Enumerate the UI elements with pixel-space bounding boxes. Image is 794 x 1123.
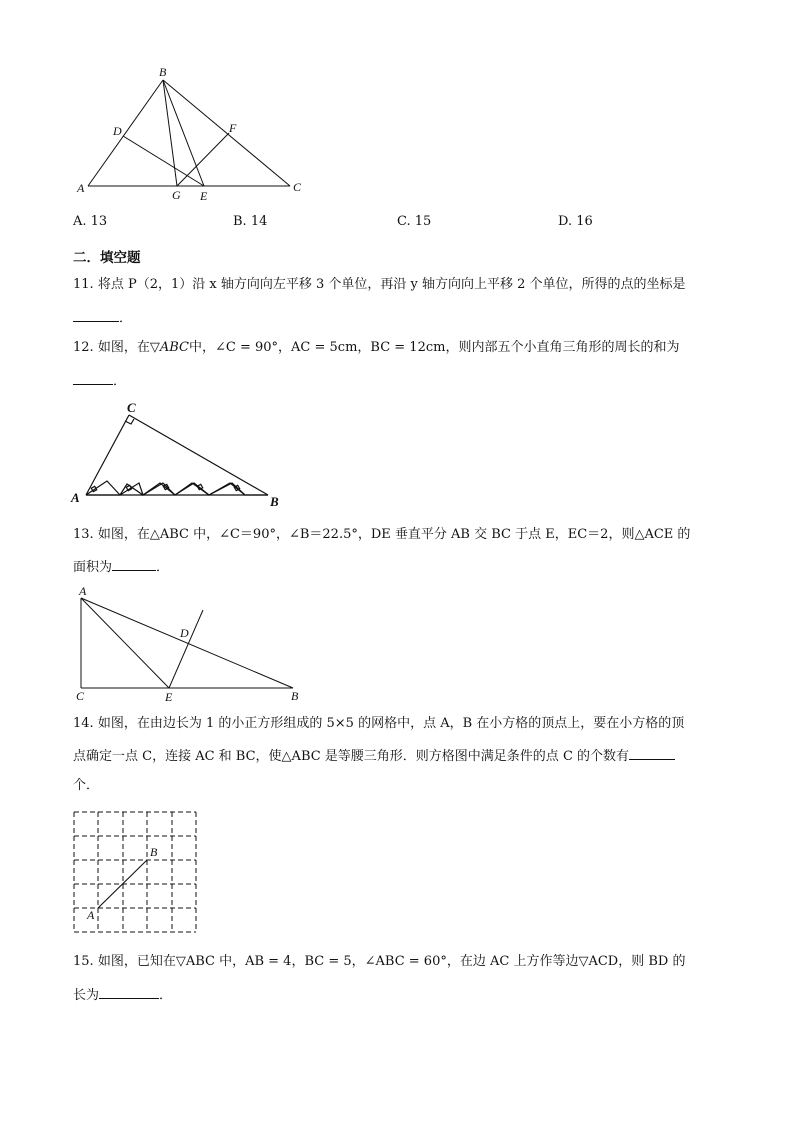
q11-end: ． bbox=[119, 311, 133, 326]
q13-text: 如图，在△ABC 中，∠C＝90°，∠B＝22.5°，DE 垂直平分 AB 交 BC 于点 E，EC＝2，则△ACE 的 bbox=[97, 527, 691, 542]
q14-number: 14. bbox=[73, 716, 94, 731]
q14-text-c: 个． bbox=[73, 778, 100, 793]
fig12-label-A: A bbox=[71, 490, 80, 505]
q15-line1 bbox=[73, 955, 685, 968]
q12-triangle: ▽ABC bbox=[149, 340, 189, 355]
fig10-label-F: F bbox=[229, 121, 237, 135]
fig10-label-A: A bbox=[77, 181, 85, 195]
q12-end: ． bbox=[113, 374, 127, 389]
fig12-label-C: C bbox=[127, 400, 136, 415]
fig13-label-D: D bbox=[180, 626, 189, 640]
fig14-label-B: B bbox=[150, 845, 158, 859]
fig13-label-A: A bbox=[79, 584, 87, 598]
q10-option-c: C. 15 bbox=[397, 214, 432, 229]
q14-text-b: 点确定一点 C，连接 AC 和 BC，使△ABC 是等腰三角形．则方格图中满足条件的点 C 的个数有 bbox=[73, 749, 630, 764]
fig12-label-B: B bbox=[270, 494, 279, 509]
q13-end: ． bbox=[156, 560, 170, 575]
q15-line2 bbox=[73, 987, 172, 1002]
q15-end: ． bbox=[159, 988, 173, 1003]
q10-option-a: A. 13 bbox=[73, 214, 108, 229]
q14-text: 如图，在由边长为 1 的小正方形组成的 5×5 的网格中，点 A，B 在小方格的顶点上，要在小方格的顶 bbox=[97, 716, 685, 731]
q10-option-d: D. 16 bbox=[558, 214, 593, 229]
q15-text-b: 长为 bbox=[73, 988, 100, 1003]
q15-text: 如图，已知在▽ABC 中，AB = 4，BC = 5，∠ABC = 60°，在边 AC 上方作等边▽ACD，则 BD 的 bbox=[97, 954, 686, 969]
fig10-label-B: B bbox=[159, 65, 167, 79]
fig10-label-D: D bbox=[113, 124, 122, 138]
q15-answer-blank[interactable] bbox=[99, 987, 159, 999]
q11-text: 将点 P（2，1）沿 x 轴方向向左平移 3 个单位，再沿 y 轴方向向上平移 2 个单位，所得的点的坐标是 bbox=[97, 277, 686, 292]
q11-number: 11. bbox=[73, 277, 94, 292]
fig13-label-C: C bbox=[76, 689, 85, 703]
fig10-label-C: C bbox=[293, 180, 302, 194]
q12-text-b: 中，∠C = 90°，AC = 5cm，BC = 12cm，则内部五个小直角三角形的周长的和为 bbox=[188, 340, 680, 355]
q15-number: 15. bbox=[73, 954, 94, 969]
fig13-label-B: B bbox=[291, 689, 299, 703]
q13-text-b: 面积为 bbox=[73, 560, 113, 575]
q13-number: 13. bbox=[73, 527, 94, 542]
fig14-label-A: A bbox=[87, 908, 95, 922]
q10-option-b: B. 14 bbox=[233, 214, 268, 229]
fig10-label-G: G bbox=[172, 188, 181, 202]
fig13-label-E: E bbox=[165, 690, 173, 704]
q12-text-a: 如图，在 bbox=[97, 340, 150, 355]
section-title-fill-in: 二．填空题 bbox=[73, 250, 141, 266]
q12-number: 12. bbox=[73, 340, 94, 355]
fig10-label-E: E bbox=[200, 189, 208, 203]
